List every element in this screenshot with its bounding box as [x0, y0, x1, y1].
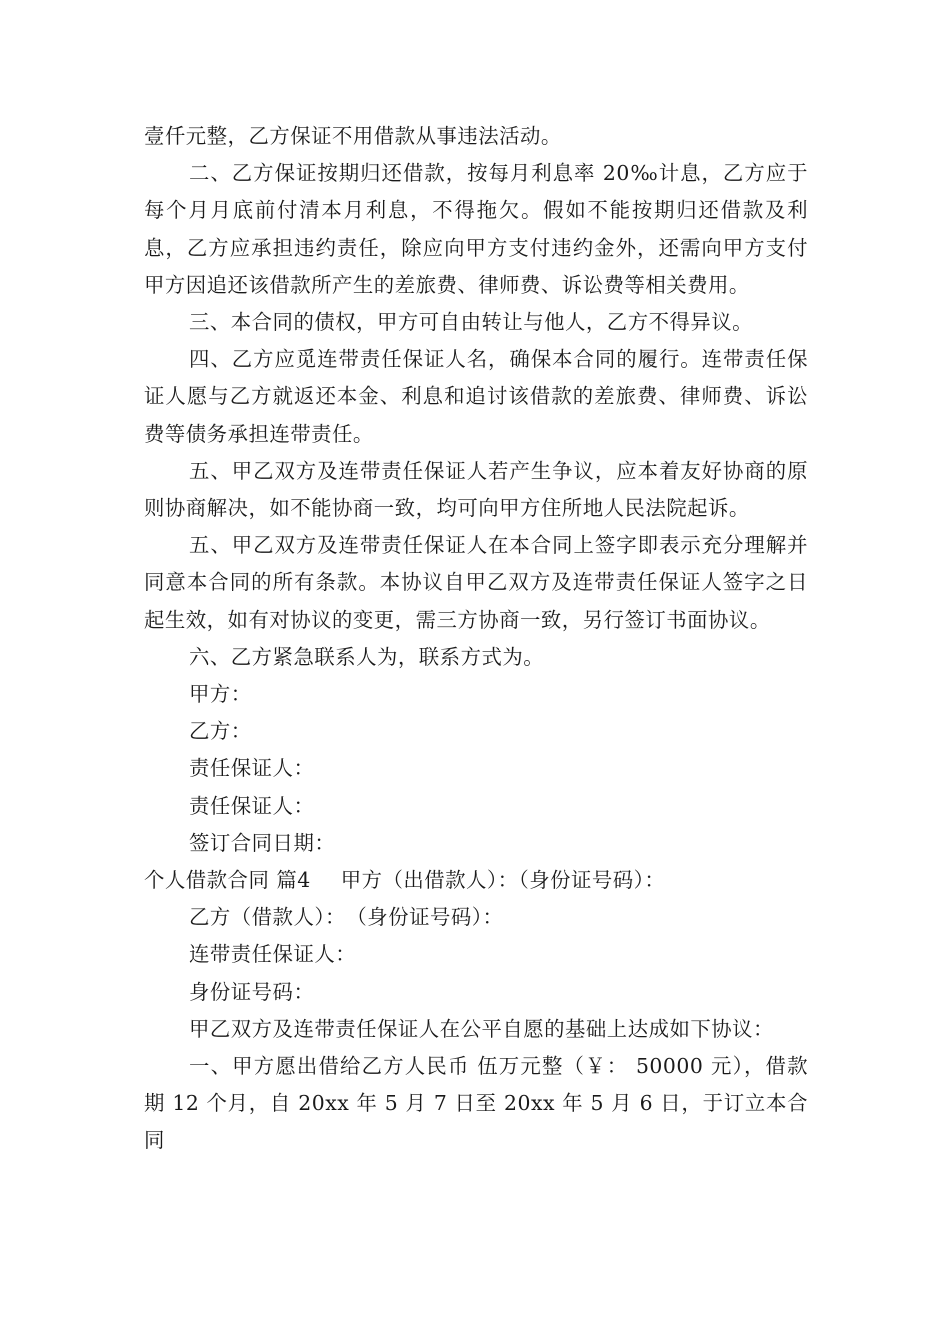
section-heading: 个人借款合同 篇4 — [144, 868, 311, 893]
paragraph-clause-3: 三、本合同的债权，甲方可自由转让与他人，乙方不得异议。 — [189, 310, 754, 335]
signature-guarantor-1: 责任保证人： — [189, 756, 315, 781]
paragraph-clause-5a: 五、甲乙双方及连带责任保证人若产生争议，应本着友好协商的原则协商解决，如不能协商一致，均可向甲方住所地人民法院起诉。 — [144, 458, 808, 521]
party-a-line: 甲方（出借款人）：（身份证号码）： — [340, 868, 666, 893]
paragraph-clause-4: 四、乙方应觅连带责任保证人名，确保本合同的履行。连带责任保证人愿与乙方就返还本金、利息和追讨该借款的差旅费、律师费、诉讼费等债务承担连带责任。 — [144, 347, 808, 446]
paragraph-clause-5b: 五、甲乙双方及连带责任保证人在本合同上签字即表示充分理解并同意本合同的所有条款。本协议自甲乙双方及连带责任保证人签字之日起生效，如有对协议的变更，需三方协商一致，另行签订书面协议。 — [144, 533, 808, 632]
id-number-line: 身份证号码： — [189, 979, 315, 1004]
signature-guarantor-2: 责任保证人： — [189, 793, 315, 818]
paragraph-new-clause-1: 一、甲方愿出借给乙方人民币 伍万元整（￥： 50000 元），借款期 12 个月，自 20xx 年 5 月 7 日至 20xx 年 5 月 6 日，于订立本合同 — [144, 1054, 808, 1153]
paragraph-continuation: 壹仟元整，乙方保证不用借款从事违法活动。 — [144, 124, 562, 148]
agreement-intro: 甲乙双方及连带责任保证人在公平自愿的基础上达成如下协议： — [189, 1016, 774, 1041]
signature-party-b: 乙方： — [189, 719, 252, 744]
document-body — [144, 118, 808, 1160]
signature-party-a: 甲方： — [189, 682, 252, 707]
paragraph-clause-2: 二、乙方保证按期归还借款，按每月利息率 20‰计息，乙方应于每个月月底前付清本月利息，不得拖欠。假如不能按期归还借款及利息，乙方应承担违约责任，除应向甲方支付违约金外，还需向甲方支付甲方因追还该借款所产生的差旅费、律师费、诉讼费等相关费用。 — [144, 161, 808, 297]
party-b-line: 乙方（借款人）： （身份证号码）： — [189, 905, 504, 930]
section-heading-line — [144, 862, 808, 899]
guarantor-line: 连带责任保证人： — [189, 942, 357, 967]
paragraph-clause-6: 六、乙方紧急联系人为，联系方式为。 — [189, 644, 545, 669]
sign-date-line: 签订合同日期： — [189, 830, 336, 855]
